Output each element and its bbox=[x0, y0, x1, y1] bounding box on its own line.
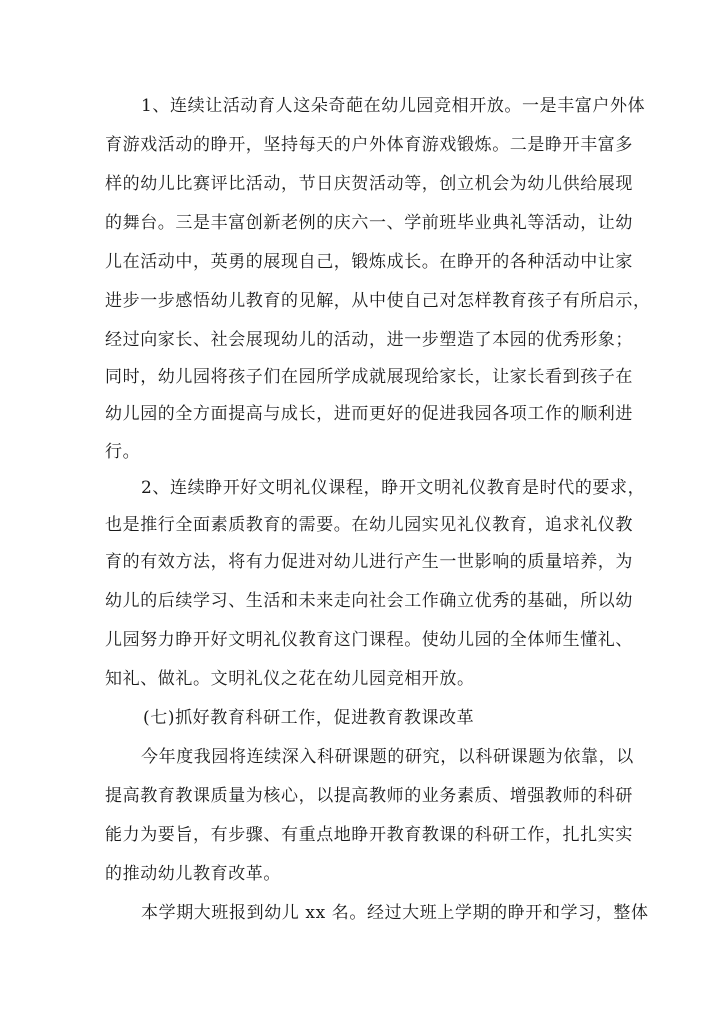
paragraph-1-line-3: 样的幼儿比赛评比活动，节日庆贺活动等，创立机会为幼儿供给展现 bbox=[105, 174, 633, 194]
paragraph-1-line-10: 行。 bbox=[105, 442, 141, 462]
paragraph-2-line-4: 幼儿的后续学习、生活和未来走向社会工作确立优秀的基础，所以幼 bbox=[105, 591, 633, 611]
paragraph-3-line-2: 提高教育教课质量为核心，以提高教师的业务素质、增强教师的科研 bbox=[105, 786, 633, 806]
paragraph-1-line-2: 育游戏活动的睁开，坚持每天的户外体育游戏锻炼。二是睁开丰富多 bbox=[105, 135, 633, 155]
paragraph-1-line-6: 进步一步感悟幼儿教育的见解，从中使自己对怎样教育孩子有所启示， bbox=[105, 291, 651, 311]
paragraph-2-line-1: 2、连续睁开好文明礼仪课程，睁开文明礼仪教育是时代的要求， bbox=[141, 478, 646, 498]
paragraph-3-line-1: 今年度我园将连续深入科研课题的研究，以科研课题为依靠，以 bbox=[141, 747, 634, 767]
paragraph-4-line-1: 本学期大班报到幼儿 xx 名。经过大班上学期的睁开和学习，整体 bbox=[141, 903, 649, 923]
paragraph-1-line-8: 同时，幼儿园将孩子们在园所学成就展现给家长，让家长看到孩子在 bbox=[105, 367, 633, 387]
paragraph-2-line-5: 儿园努力睁开好文明礼仪教育这门课程。使幼儿园的全体师生懂礼、 bbox=[105, 630, 633, 650]
paragraph-1-line-4: 的舞台。三是丰富创新老例的庆六一、学前班毕业典礼等活动，让幼 bbox=[105, 213, 633, 233]
section-heading: (七)抓好教育科研工作，促进教育教课改革 bbox=[143, 708, 475, 728]
paragraph-3-line-3: 能力为要旨，有步骤、有重点地睁开教育教课的科研工作，扎扎实实 bbox=[105, 825, 633, 845]
paragraph-1-line-1: 1、连续让活动育人这朵奇葩在幼儿园竞相开放。一是丰富户外体 bbox=[141, 96, 646, 116]
paragraph-1-line-7: 经过向家长、社会展现幼儿的活动，进一步塑造了本园的优秀形象； bbox=[105, 330, 633, 350]
paragraph-1-line-9: 幼儿园的全方面提高与成长，进而更好的促进我园各项工作的顺利进 bbox=[105, 404, 633, 424]
paragraph-2-line-2: 也是推行全面素质教育的需要。在幼儿园实见礼仪教育，追求礼仪教 bbox=[105, 515, 633, 535]
paragraph-3-line-4: 的推动幼儿教育改革。 bbox=[105, 864, 281, 884]
paragraph-1-line-5: 儿在活动中，英勇的展现自己，锻炼成长。在睁开的各种活动中让家 bbox=[105, 252, 633, 272]
paragraph-2-line-3: 育的有效方法，将有力促进对幼儿进行产生一世影响的质量培养，为 bbox=[105, 552, 633, 572]
paragraph-2-line-6: 知礼、做礼。文明礼仪之花在幼儿园竞相开放。 bbox=[105, 669, 475, 689]
